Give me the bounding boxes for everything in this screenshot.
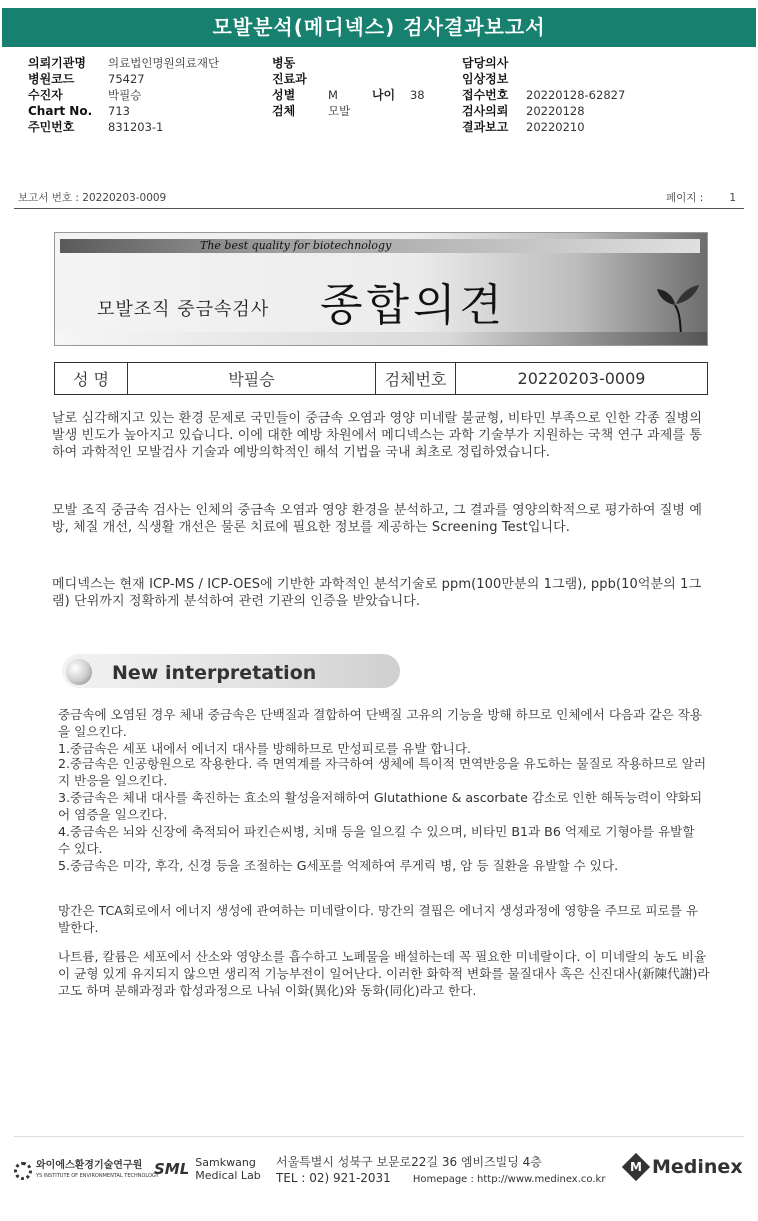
patient-info-left (28, 55, 219, 135)
divider (14, 208, 744, 209)
request-date-value: 20220128 (526, 104, 585, 118)
footer-address (276, 1154, 605, 1188)
homepage-link[interactable]: Homepage : http://www.medinex.co.kr (412, 1174, 606, 1185)
receipt-no-label: 접수번호 (462, 88, 509, 102)
interpretation-item: 3.중금속은 체내 대사를 촉진하는 효소의 활성을저해하여 Glutathione & ascorbate 감소로 인한 해독능력이 약화되어 염증을 일으킨다. (58, 790, 703, 822)
samkwang-line2: Medical Lab (195, 1169, 261, 1182)
banner-title: 종합의견 (320, 280, 507, 331)
ward-label: 병동 (272, 56, 296, 70)
footer-divider (14, 1136, 744, 1137)
interpretation-paragraph: 중금속에 오염된 경우 체내 중금속은 단백질과 결합하여 단백질 고유의 기능을 방해 하므로 인체에서 다음과 같은 작용을 일으킨다. (58, 707, 702, 739)
ys-institute-sub: YS INSTITUTE OF ENVIRONMENTAL TECHNOLOGY (36, 1173, 159, 1179)
specimen-no-label: 검체번호 (376, 363, 456, 395)
bullet-ball-icon (66, 659, 92, 685)
name-value: 박필승 (128, 363, 376, 395)
page-number-value: 1 (729, 192, 736, 204)
report-title: 모발분석(메디넥스) 검사결과보고서 (2, 8, 756, 47)
report-number-value: 20220203-0009 (82, 192, 167, 204)
summary-banner (54, 232, 708, 346)
receipt-no-value: 20220128-62827 (526, 88, 626, 102)
patient-info-right (462, 55, 625, 135)
report-number-label: 보고서 번호 : (18, 192, 79, 204)
interpretation-paragraph: 망간은 TCA회로에서 에너지 생성에 관여하는 미네랄이다. 망간의 결핍은 에너지 생성과정에 영향을 주므로 피로를 유발한다. (58, 903, 699, 935)
page-number-label: 페이지 : (666, 192, 704, 204)
request-date-label: 검사의뢰 (462, 104, 509, 118)
specimen-type-label: 검체 (272, 104, 296, 118)
report-date-label: 결과보고 (462, 120, 509, 134)
interpretation-item: 1.중금속은 세포 내에서 에너지 대사를 방해하므로 만성피로를 유발 합니다. (58, 741, 472, 756)
samkwang-line1: Samkwang (195, 1156, 256, 1169)
age-label: 나이 (371, 88, 396, 102)
report-date-value: 20220210 (526, 120, 585, 134)
tel-text: TEL : 02) 921-2031 (276, 1171, 391, 1185)
name-table (54, 362, 708, 395)
chart-no-label: Chart No. (28, 104, 93, 118)
age-value: 38 (409, 88, 425, 102)
department-label: 진료과 (272, 72, 307, 86)
intro-paragraph: 날로 심각해지고 있는 환경 문제로 국민들이 중금속 오염과 영양 미네랄 불균형, 비타민 부족으로 인한 각종 질병의 발생 빈도가 높아지고 있습니다. 이에 대한 예방 차원에서 메디넥스는 과학 기술부가 지원하는 국책 연구 과제를 통하여 과학적인 모발검사 기술과 예방의학적인 해석 기법을 국내 최초로 정립하였습니다. (52, 411, 702, 460)
patient-info-middle (272, 55, 425, 119)
page-number (666, 190, 736, 205)
hospital-code-label: 병원코드 (28, 72, 75, 86)
patient-value: 박필승 (108, 88, 142, 102)
sex-value: M (328, 88, 338, 102)
interpretation-item: 2.중금속은 인공항원으로 작용한다. 즉 면역계를 자극하여 생체에 특이적 면역반응을 유도하는 물질로 작용하므로 알러지 반응을 일으킨다. (58, 756, 707, 788)
medinex-mark-icon: M (622, 1153, 650, 1181)
report-number (18, 190, 166, 205)
banner-ground (55, 332, 707, 346)
institution-label: 의뢰기관명 (28, 56, 86, 70)
sml-logo-icon: SML (154, 1160, 190, 1178)
sex-label: 성별 (272, 88, 296, 102)
banner-tagline: The best quality for biotechnology (200, 239, 392, 252)
banner-subtitle: 모발조직 중금속검사 (97, 299, 270, 320)
ys-logo-icon (14, 1162, 32, 1180)
interpretation-item: 5.중금속은 미각, 후각, 신경 등을 조절하는 G세포를 억제하여 루게릭 병, 암 등 질환을 유발할 수 있다. (58, 858, 619, 873)
resident-no-label: 주민번호 (28, 120, 75, 134)
resident-no-value: 831203-1 (108, 120, 164, 134)
intro-paragraph: 메디넥스는 현재 ICP-MS / ICP-OES에 기반한 과학적인 분석기술로 ppm(100만분의 1그램), ppb(10억분의 1그램) 단위까지 정확하게 분석하여 관련 기관의 인증을 받았습니다. (52, 577, 702, 609)
clinical-info-label: 임상정보 (462, 72, 509, 86)
interpretation-paragraph: 나트륨, 칼륨은 세포에서 산소와 영양소를 흡수하고 노폐물을 배설하는데 꼭 필요한 미네랄이다. 이 미네랄의 농도 비율이 균형 있게 유지되지 않으면 생리적 기능부전이 일어난다. 이러한 화학적 변화를 물질대사 혹은 신진대사(新陳代謝)라고도 하며 분해과정과 합성과정으로 나눠 이화(異化)와 동화(同化)라고 한다. (58, 949, 710, 998)
sprout-icon (655, 273, 705, 335)
samkwang-logo (154, 1156, 261, 1182)
ys-institute-logo (14, 1160, 159, 1182)
intro-paragraph: 모발 조직 중금속 검사는 인체의 중금속 오염과 영양 환경을 분석하고, 그 결과를 영양의학적으로 평가하여 질병 예방, 체질 개선, 식생활 개선은 물론 치료에 필요한 정보를 제공하는 Screening Test입니다. (52, 503, 702, 535)
interpretation-item: 4.중금속은 뇌와 신장에 축적되어 파킨슨씨병, 치매 등을 일으킬 수 있으며, 비타민 B1과 B6 억제로 기형아를 유발할 수 있다. (58, 824, 695, 856)
medinex-brand: Medinex (652, 1156, 743, 1178)
medinex-logo (626, 1156, 743, 1178)
institution-value: 의료법인명원의료재단 (108, 56, 220, 70)
name-label: 성 명 (55, 363, 128, 395)
ys-institute-name: 와이에스환경기술연구원 (36, 1160, 143, 1171)
interpretation-title: New interpretation (112, 662, 317, 684)
doctor-label: 담당의사 (462, 56, 509, 70)
hospital-code-value: 75427 (108, 72, 145, 86)
specimen-type-value: 모발 (328, 104, 351, 118)
specimen-no-value: 20220203-0009 (456, 363, 708, 395)
patient-label: 수진자 (28, 88, 63, 102)
chart-no-value: 713 (108, 104, 130, 118)
address-text: 서울특별시 성북구 보문로22길 36 엠비즈빌딩 4층 (276, 1155, 542, 1169)
